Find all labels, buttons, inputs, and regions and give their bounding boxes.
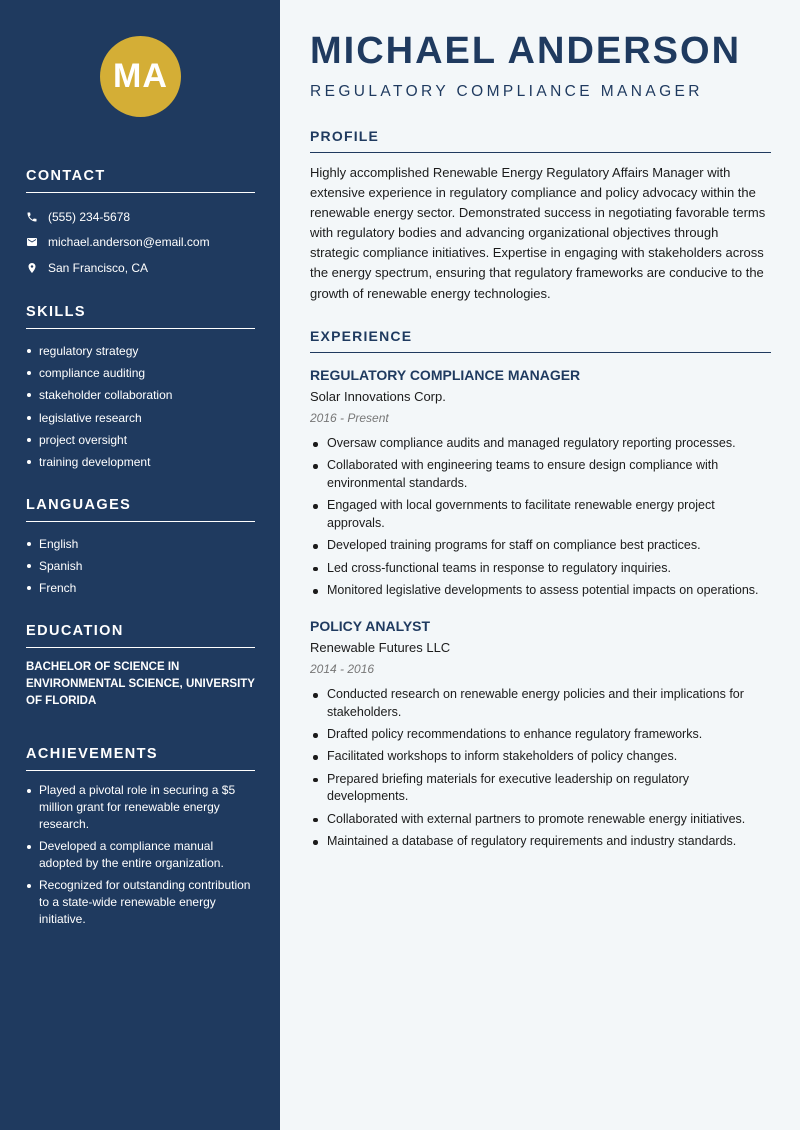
person-title: REGULATORY COMPLIANCE MANAGER <box>310 83 703 100</box>
job-bullet: Collaborated with engineering teams to ensure design compliance with environmental standards. <box>310 457 771 493</box>
language-item: Spanish <box>26 555 255 577</box>
job-dates: 2014 - 2016 <box>310 662 375 676</box>
person-name: MICHAEL ANDERSON <box>310 30 742 72</box>
languages-heading: LANGUAGES <box>26 497 255 522</box>
job-company: Solar Innovations Corp. <box>310 389 446 404</box>
language-item: English <box>26 533 255 555</box>
job-bullets <box>310 435 771 600</box>
skill-item: regulatory strategy <box>26 340 255 362</box>
achievements-section <box>26 746 255 933</box>
job-bullet: Collaborated with external partners to promote renewable energy initiatives. <box>310 811 771 829</box>
location-pin-icon <box>26 262 48 274</box>
job-bullet: Led cross-functional teams in response to regulatory inquiries. <box>310 560 771 578</box>
education-heading: EDUCATION <box>26 623 255 648</box>
achievements-heading: ACHIEVEMENTS <box>26 746 255 771</box>
avatar-initials: MA <box>100 36 181 117</box>
job-bullet: Facilitated workshops to inform stakeholders of policy changes. <box>310 748 771 766</box>
job-bullet: Oversaw compliance audits and managed regulatory reporting processes. <box>310 435 771 453</box>
job-bullets <box>310 686 771 851</box>
achievement-item: Recognized for outstanding contribution to a state-wide renewable energy initiative. <box>26 877 255 929</box>
phone-text: (555) 234-5678 <box>48 209 131 224</box>
skills-section <box>26 304 255 473</box>
achievement-item: Played a pivotal role in securing a $5 million grant for renewable energy research. <box>26 782 255 834</box>
job-bullet: Maintained a database of regulatory requirements and industry standards. <box>310 833 771 851</box>
contact-location <box>26 255 255 281</box>
skills-heading: SKILLS <box>26 304 255 329</box>
skill-item: compliance auditing <box>26 362 255 384</box>
job-bullet: Conducted research on renewable energy policies and their implications for stakeholders. <box>310 686 771 722</box>
job-role: POLICY ANALYST <box>310 618 431 634</box>
job-company: Renewable Futures LLC <box>310 640 451 655</box>
languages-section <box>26 497 255 600</box>
phone-icon <box>26 211 48 223</box>
skill-item: legislative research <box>26 407 255 429</box>
profile-text: Highly accomplished Renewable Energy Regulatory Affairs Manager with extensive experience in regulatory compliance and policy advocacy within the renewable energy sector. Demonstrated success in negotiating favorable terms with regulatory bodies and advancing organizational objectives through strategic compliance initiatives. Expertise in engaging with stakeholders across the energy spectrum, ensuring that regulatory frameworks are conducive to the growth of renewable energy technologies. <box>310 165 766 301</box>
job-bullet: Drafted policy recommendations to enhance regulatory frameworks. <box>310 726 771 744</box>
skill-item: stakeholder collaboration <box>26 384 255 406</box>
location-text: San Francisco, CA <box>48 260 149 275</box>
contact-phone <box>26 204 255 230</box>
job-bullet: Prepared briefing materials for executive leadership on regulatory developments. <box>310 771 771 807</box>
job-entry <box>310 366 771 604</box>
skills-list <box>26 340 255 473</box>
job-entry <box>310 617 771 855</box>
achievements-list <box>26 782 255 929</box>
languages-list <box>26 533 255 600</box>
skill-item: project oversight <box>26 429 255 451</box>
contact-heading: CONTACT <box>26 168 255 193</box>
education-degree: BACHELOR OF SCIENCE IN ENVIRONMENTAL SCIENCE, UNIVERSITY OF FLORIDA <box>26 661 255 707</box>
language-item: French <box>26 577 255 599</box>
profile-heading: PROFILE <box>310 128 771 153</box>
job-bullet: Developed training programs for staff on compliance best practices. <box>310 537 771 555</box>
education-section <box>26 623 255 710</box>
contact-email <box>26 230 255 256</box>
job-role: REGULATORY COMPLIANCE MANAGER <box>310 367 581 383</box>
job-bullet: Engaged with local governments to facilitate renewable energy project approvals. <box>310 497 771 533</box>
sidebar <box>0 0 280 1130</box>
achievement-item: Developed a compliance manual adopted by the entire organization. <box>26 838 255 872</box>
mail-icon <box>26 236 48 248</box>
experience-heading: EXPERIENCE <box>310 328 771 353</box>
contact-section <box>26 168 255 281</box>
skill-item: training development <box>26 451 255 473</box>
job-dates: 2016 - Present <box>310 411 389 425</box>
email-text: michael.anderson@email.com <box>48 235 210 250</box>
job-bullet: Monitored legislative developments to assess potential impacts on operations. <box>310 582 771 600</box>
